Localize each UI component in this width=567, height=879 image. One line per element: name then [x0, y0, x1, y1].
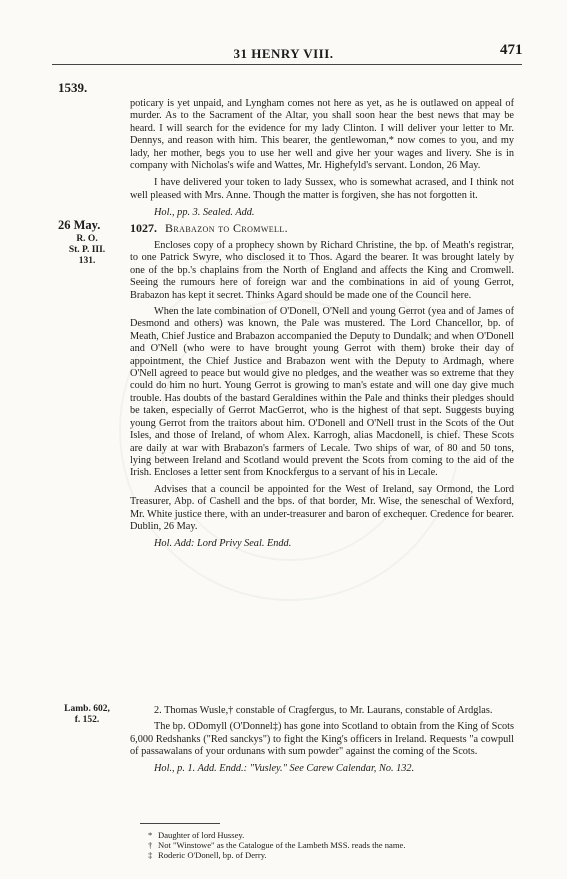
footnote: [148, 850, 508, 860]
previous-entry-continuation: [130, 98, 514, 220]
entry-paragraph: When the late combination of O'Donell, O'Nell and young Gerrot (yea and of James of Desmond and others) was known, the Pale was mustered. The Lord Chancellor, bp. of Meath, Chief Justice and Brabazon accompanied the Deputy to Dundalk; and when O'Donell and O'Nell (who were to have brought young Gerrot with them) broke their day of appointment, the Chief Justice and Brabazon went with the Deputy to Ardmagh, where O'Nell agreed to peace but would give no pledges, and the weather was so extreme that they could do him no hurt. Young Gerrot is growing to man's estate and will one day give much trouble. Has doubts of the bastard Geraldines within the Pale and thinks their pledges should be taken, especially of Gerrot MacGerrot, who is the highest of that sept. Suggests buying young Gerrot from the traitors about him. O'Donell and O'Nell trust in the Scots of the Out Isles, and those of Ireland, of whom Alex. Karrogh, alias Macdonell, is chief. These Scots are daily at war with Brabazon's farmers of Lecale. Two ships of war, of 80 and 50 tons, lying between Ireland and Scotland would prevent the Scots from coming to the aid of the Irish. Encloses a letter sent from Knockfergus to a servant of his in Lecale.: [130, 306, 514, 479]
footnote-mark: *: [148, 830, 153, 840]
hol-line: Hol., pp. 3. Sealed. Add.: [154, 207, 255, 219]
entry-paragraph: Encloses copy of a prophecy shown by Richard Christine, the bp. of Meath's registrar, to one Patrick Swyre, who disclosed it to Thos. Agard the bearer. It was brought lately by one of the bp.'s chaplains from the North of England and affects the King and Cromwell. Seeing the rumours here of foreign war and the combinations in aid of young Gerrot, Brabazon has kept it secret. Thinks Agard should be made one of the Council here.: [130, 240, 514, 301]
margin-ref-line: R. O.: [76, 234, 98, 244]
continuation-postscript: I have delivered your token to lady Sussex, who is somewhat acrased, and I think not well pleased with Mrs. Anne. Though the matter is forgiven, she has not forgotten it.: [130, 177, 514, 201]
entry-date: 26 May.: [58, 218, 101, 232]
hol-line: Hol., p. 1. Add. Endd.: "Vusley." See Carew Calendar, No. 132.: [154, 762, 415, 774]
page-number: 471: [500, 42, 523, 58]
margin-reference: [52, 234, 122, 267]
footnote-mark: ‡: [148, 850, 153, 860]
footnote-text: Not "Winstowe" as the Catalogue of the Lambeth MSS. reads the name.: [158, 840, 406, 850]
entry-title: Brabazon to Cromwell.: [165, 221, 289, 235]
entry-heading: [130, 221, 288, 236]
footnote: [148, 830, 508, 840]
entry-2-body: [130, 705, 514, 775]
footnote-mark: †: [148, 840, 153, 850]
header-rule: [52, 64, 522, 65]
running-head: 31 HENRY VIII.: [233, 46, 334, 61]
footnote: [148, 840, 508, 850]
footnote-text: Roderic O'Donell, bp. of Derry.: [158, 850, 267, 860]
year-marker: 1539.: [58, 80, 88, 95]
margin-reference: [52, 704, 122, 726]
entry-number: 1027.: [130, 221, 157, 235]
hol-line: Hol. Add: Lord Privy Seal. Endd.: [154, 538, 292, 550]
entry-paragraph: Advises that a council be appointed for the West of Ireland, say Ormond, the Lord Treasurer, Abp. of Cashell and the bps. of that border, Mr. Wise, the seneschal of Wexford, Mr. White justice there, with an under-treasurer and baron of exchequer. Credence for bearer. Dublin, 26 May.: [130, 483, 514, 532]
entry-1027-body: [130, 240, 514, 551]
margin-ref-line: Lamb. 602,: [64, 704, 110, 714]
margin-ref-line: St. P. III.: [68, 245, 106, 255]
footnotes: [148, 830, 508, 860]
footnote-text: Daughter of lord Hussey.: [158, 830, 245, 840]
margin-ref-line: f. 152.: [74, 715, 100, 725]
entry-paragraph: 2. Thomas Wusle,† constable of Cragfergus, to Mr. Laurans, constable of Ardglas.: [154, 705, 493, 716]
footnote-rule: [140, 823, 220, 824]
entry-paragraph: The bp. ODomyll (O'Donnel‡) has gone into Scotland to obtain from the King of Scots 6,000 Redshanks ("Red sanckys") to fight the King's officers in Ireland. Requests "a cowpull of passawalans of your ordunans with sum powder" against the coming of the Scots.: [130, 721, 514, 758]
continuation-paragraph: poticary is yet unpaid, and Lyngham comes not here as yet, as he is outlawed on appeal of murder. As to the Sacrament of the Altar, you shall soon hear the best news that may be heard. I will search for the evidence for my lady Clinton. I will deliver your letter to Mr. Dennys, and reason with him. This bearer, the gentlewoman,* now comes to you, and my lady, her mother, begs you to use her well and give her your wages and livery. She is in company with Nicholas's wife and Wattes, Mr. Highefyld's servant. London, 26 May.: [130, 98, 514, 172]
margin-ref-line: 131.: [78, 256, 96, 266]
